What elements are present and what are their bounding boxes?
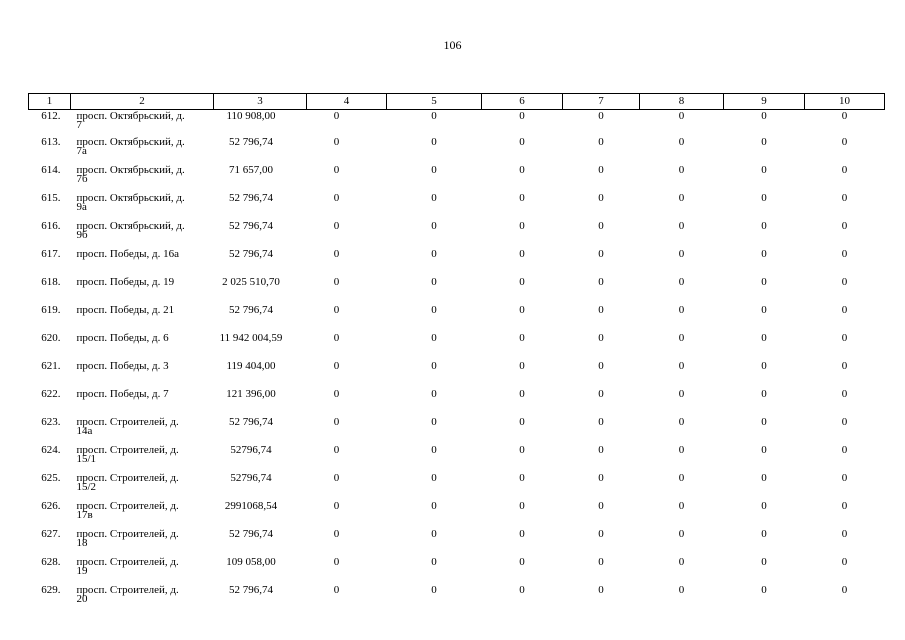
value-cell: 0 [761,136,767,148]
value-cell: 0 [761,472,767,484]
address-cell [71,222,214,250]
value-cell: 0 [333,248,340,260]
table-row [29,362,885,390]
value-cell: 0 [761,276,767,288]
address-line: просп. Строителей, д. [76,472,179,484]
row-number: 622. [41,388,61,400]
address-cell [71,194,214,222]
column-header: 6 [482,94,563,110]
value-cell: 0 [598,304,604,316]
value-cell: 0 [761,556,767,568]
value-cell: 0 [431,584,437,596]
value-cell: 0 [678,388,685,400]
address-line: просп. Победы, д. 19 [76,276,175,288]
address-line: просп. Строителей, д. [76,416,179,428]
address-cell [71,278,214,306]
value-cell: 0 [678,472,685,484]
value-cell: 0 [598,332,604,344]
value-cell: 0 [519,136,525,148]
address-line: 9б [76,229,88,241]
data-table [28,93,885,614]
address-line: 7 [76,119,82,131]
value-cell: 0 [841,332,848,344]
table-row [29,418,885,446]
value-cell: 0 [678,248,685,260]
address-cell [71,418,214,446]
value-cell: 0 [333,528,340,540]
value-cell: 0 [431,110,437,122]
value-cell: 0 [678,584,685,596]
row-number: 612. [41,110,61,122]
value-cell: 0 [598,220,604,232]
value-cell: 0 [431,276,437,288]
value-cell: 0 [598,472,604,484]
value-cell: 0 [841,388,848,400]
table-row [29,390,885,418]
value-cell: 0 [431,472,437,484]
value-cell: 0 [598,248,604,260]
value-cell: 0 [431,304,437,316]
address-cell [71,138,214,166]
address-line: просп. Победы, д. 7 [76,388,169,400]
row-number: 618. [41,276,61,288]
address-cell [71,586,214,614]
row-number: 625. [41,472,61,484]
address-line: 7б [76,173,88,185]
value-cell: 0 [678,416,685,428]
table-row [29,334,885,362]
address-cell [71,474,214,502]
value-cell: 0 [598,192,604,204]
address-line: 9а [76,201,87,213]
address-cell [71,110,214,139]
amount-cell: 52796,74 [230,472,272,484]
table-row [29,166,885,194]
amount-cell: 52 796,74 [229,192,273,204]
address-cell [71,334,214,362]
value-cell: 0 [841,136,848,148]
address-line: 20 [76,593,88,605]
value-cell: 0 [519,276,525,288]
column-header: 3 [214,94,307,110]
value-cell: 0 [678,332,685,344]
value-cell: 0 [841,110,848,122]
address-line: просп. Победы, д. 16а [76,248,180,260]
value-cell: 0 [678,110,685,122]
address-line: просп. Победы, д. 6 [76,332,169,344]
row-number: 620. [41,332,61,344]
value-cell: 0 [519,192,525,204]
row-number: 628. [41,556,61,568]
address-cell [71,502,214,530]
value-cell: 0 [678,528,685,540]
address-line: просп. Октябрьский, д. [76,164,185,176]
value-cell: 0 [431,332,437,344]
value-cell: 0 [598,528,604,540]
value-cell: 0 [678,360,685,372]
table-row [29,222,885,250]
amount-cell: 52796,74 [230,444,272,456]
amount-cell: 109 058,00 [226,556,276,568]
amount-cell: 71 657,00 [229,164,273,176]
value-cell: 0 [431,500,437,512]
value-cell: 0 [841,164,848,176]
value-cell: 0 [761,164,767,176]
column-header: 5 [387,94,482,110]
value-cell: 0 [761,388,767,400]
value-cell: 0 [598,444,604,456]
address-line: просп. Строителей, д. [76,556,179,568]
value-cell: 0 [841,584,848,596]
amount-cell: 52 796,74 [229,528,273,540]
row-number: 626. [41,500,61,512]
row-number: 621. [41,360,61,372]
row-number: 617. [41,248,61,260]
row-number: 624. [41,444,61,456]
value-cell: 0 [598,136,604,148]
value-cell: 0 [841,444,848,456]
value-cell: 0 [333,388,340,400]
value-cell: 0 [598,556,604,568]
value-cell: 0 [761,416,767,428]
value-cell: 0 [333,304,340,316]
value-cell: 0 [678,500,685,512]
row-number: 629. [41,584,61,596]
value-cell: 0 [598,276,604,288]
value-cell: 0 [598,500,604,512]
address-line: просп. Октябрьский, д. [76,136,185,148]
row-number: 614. [41,164,61,176]
value-cell: 0 [761,192,767,204]
address-line: просп. Строителей, д. [76,584,179,596]
address-cell [71,390,214,418]
value-cell: 0 [761,584,767,596]
value-cell: 0 [431,360,437,372]
amount-cell: 52 796,74 [229,220,273,232]
value-cell: 0 [761,360,767,372]
value-cell: 0 [678,136,685,148]
column-header: 8 [640,94,724,110]
value-cell: 0 [519,500,525,512]
address-line: просп. Строителей, д. [76,528,179,540]
value-cell: 0 [431,528,437,540]
amount-cell: 11 942 004,59 [219,332,283,344]
amount-cell: 2991068,54 [224,500,278,512]
value-cell: 0 [841,472,848,484]
value-cell: 0 [519,304,525,316]
value-cell: 0 [841,500,848,512]
value-cell: 0 [598,360,604,372]
value-cell: 0 [333,332,340,344]
value-cell: 0 [761,248,767,260]
value-cell: 0 [841,248,848,260]
column-header: 2 [71,94,214,110]
table-row [29,530,885,558]
value-cell: 0 [333,556,340,568]
value-cell: 0 [333,192,340,204]
value-cell: 0 [678,556,685,568]
page-number: 106 [443,38,462,52]
value-cell: 0 [519,332,525,344]
value-cell: 0 [598,584,604,596]
value-cell: 0 [678,192,685,204]
value-cell: 0 [431,248,437,260]
table-row [29,502,885,530]
value-cell: 0 [431,136,437,148]
column-header: 9 [724,94,805,110]
address-line: просп. Октябрьский, д. [76,192,185,204]
value-cell: 0 [519,472,525,484]
address-line: просп. Октябрьский, д. [76,110,185,122]
address-cell [71,362,214,390]
value-cell: 0 [519,556,525,568]
value-cell: 0 [841,192,848,204]
value-cell: 0 [678,444,685,456]
value-cell: 0 [431,556,437,568]
amount-cell: 52 796,74 [229,304,273,316]
amount-cell: 2 025 510,70 [222,276,280,288]
amount-cell: 119 404,00 [226,360,276,372]
value-cell: 0 [761,500,767,512]
value-cell: 0 [598,164,604,176]
value-cell: 0 [761,528,767,540]
value-cell: 0 [841,220,848,232]
address-line: 19 [76,565,88,577]
value-cell: 0 [333,136,340,148]
value-cell: 0 [841,304,848,316]
value-cell: 0 [519,110,525,122]
address-cell [71,166,214,194]
value-cell: 0 [678,304,685,316]
address-line: просп. Строителей, д. [76,444,179,456]
amount-cell: 121 396,00 [226,388,276,400]
value-cell: 0 [519,360,525,372]
address-line: 14а [76,425,93,437]
table-row [29,586,885,614]
value-cell: 0 [519,444,525,456]
value-cell: 0 [431,192,437,204]
value-cell: 0 [519,164,525,176]
row-number: 619. [41,304,61,316]
value-cell: 0 [519,220,525,232]
value-cell: 0 [841,276,848,288]
value-cell: 0 [431,164,437,176]
table-row [29,138,885,166]
address-line: просп. Победы, д. 3 [76,360,169,372]
address-line: 17в [76,509,93,521]
value-cell: 0 [761,444,767,456]
address-line: 7а [76,145,87,157]
value-cell: 0 [841,528,848,540]
row-number: 613. [41,136,61,148]
value-cell: 0 [841,416,848,428]
table-row [29,250,885,278]
value-cell: 0 [678,276,685,288]
value-cell: 0 [598,416,604,428]
value-cell: 0 [333,110,340,122]
value-cell: 0 [333,164,340,176]
column-header: 10 [805,94,885,110]
value-cell: 0 [431,416,437,428]
row-number: 623. [41,416,61,428]
value-cell: 0 [761,304,767,316]
address-cell [71,306,214,334]
amount-cell: 52 796,74 [229,416,273,428]
table-row [29,474,885,502]
row-number: 627. [41,528,61,540]
column-header: 7 [563,94,640,110]
address-line: 15/1 [76,453,97,465]
table-body [29,110,885,615]
amount-cell: 110 908,00 [226,110,276,122]
amount-cell: 52 796,74 [229,136,273,148]
table-row [29,558,885,586]
value-cell: 0 [678,220,685,232]
column-header: 1 [29,94,71,110]
value-cell: 0 [431,388,437,400]
value-cell: 0 [333,444,340,456]
value-cell: 0 [519,388,525,400]
value-cell: 0 [841,556,848,568]
table-row [29,194,885,222]
table-row [29,306,885,334]
amount-cell: 52 796,74 [229,584,273,596]
row-number: 616. [41,220,61,232]
value-cell: 0 [333,220,340,232]
address-line: 18 [76,537,88,549]
value-cell: 0 [598,110,604,122]
address-cell [71,530,214,558]
value-cell: 0 [333,360,340,372]
value-cell: 0 [431,444,437,456]
value-cell: 0 [431,220,437,232]
table-row [29,110,885,139]
table-header-row [29,94,885,110]
value-cell: 0 [333,584,340,596]
value-cell: 0 [761,332,767,344]
value-cell: 0 [333,416,340,428]
address-line: 15/2 [76,481,97,493]
amount-cell: 52 796,74 [229,248,273,260]
address-cell [71,250,214,278]
table-row [29,278,885,306]
table-row [29,446,885,474]
value-cell: 0 [519,584,525,596]
address-cell [71,446,214,474]
value-cell: 0 [519,528,525,540]
value-cell: 0 [333,276,340,288]
value-cell: 0 [761,110,767,122]
value-cell: 0 [761,220,767,232]
address-line: просп. Строителей, д. [76,500,179,512]
value-cell: 0 [519,248,525,260]
row-number: 615. [41,192,61,204]
address-line: просп. Октябрьский, д. [76,220,185,232]
value-cell: 0 [841,360,848,372]
value-cell: 0 [333,500,340,512]
address-cell [71,558,214,586]
address-line: просп. Победы, д. 21 [76,304,175,316]
value-cell: 0 [598,388,604,400]
value-cell: 0 [333,472,340,484]
column-header: 4 [307,94,387,110]
value-cell: 0 [519,416,525,428]
value-cell: 0 [678,164,685,176]
